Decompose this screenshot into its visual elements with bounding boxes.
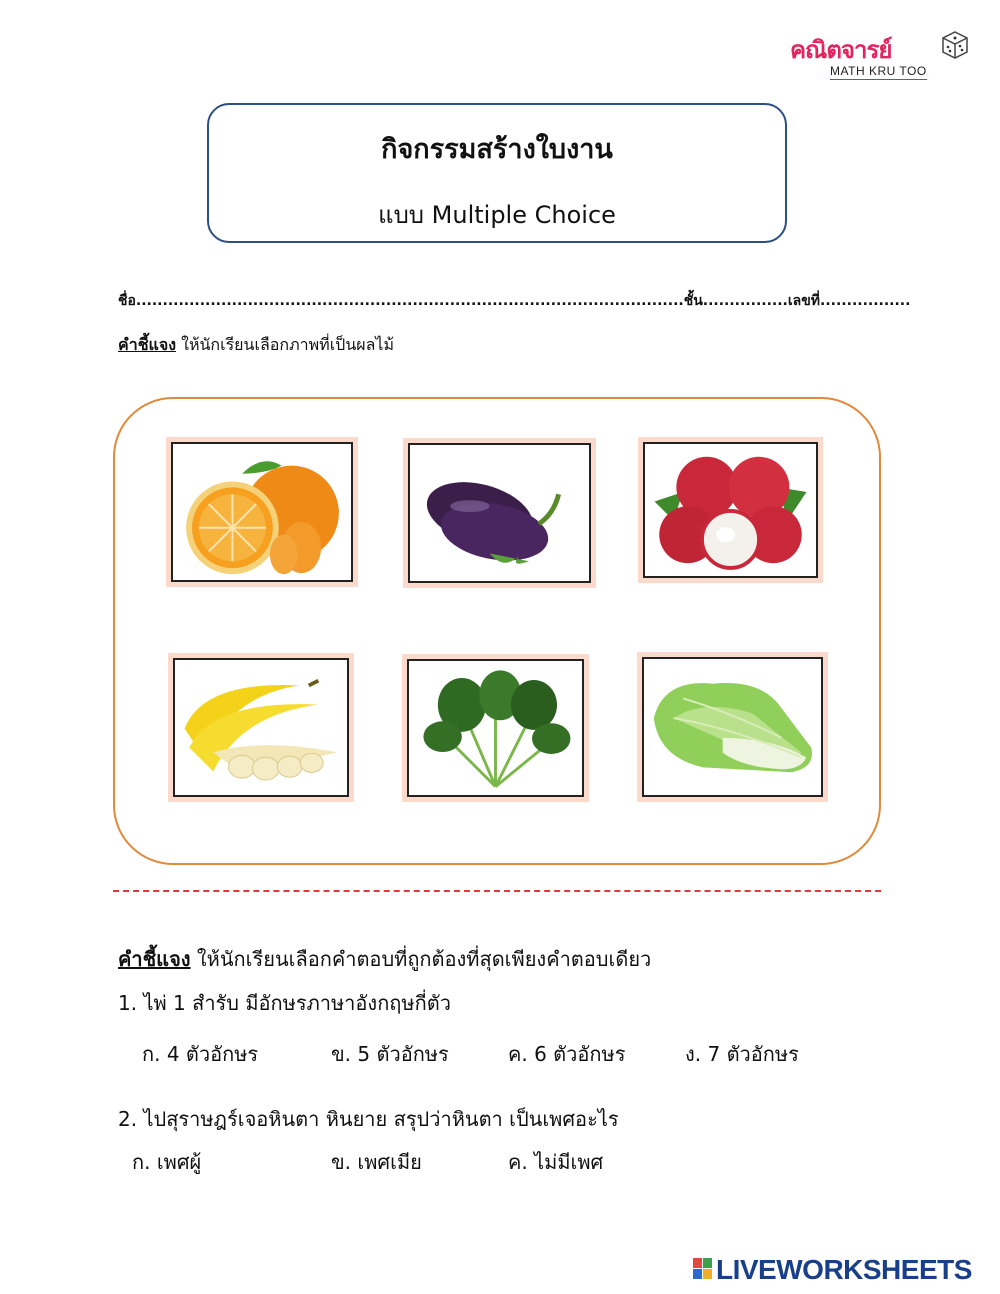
site-logo — [790, 26, 980, 86]
logo-english-text: MATH KRU TOO — [830, 64, 927, 78]
instruction-2 — [118, 943, 651, 975]
q1-option-d[interactable]: ง. 7 ตัวอักษร — [685, 1042, 799, 1066]
logo-thai-text: คณิตจารย์ — [790, 36, 892, 64]
q2-option-a[interactable]: ก. เพศผู้ — [132, 1150, 202, 1174]
picture-orange[interactable] — [166, 437, 358, 587]
picture-lychee[interactable] — [638, 437, 823, 583]
worksheet-subtitle: แบบ Multiple Choice — [378, 201, 616, 229]
lychee-image — [645, 444, 816, 576]
spinach-image — [409, 661, 582, 795]
instruction-2-label: คำชี้แจง — [118, 947, 191, 971]
q1-option-a[interactable]: ก. 4 ตัวอักษร — [142, 1042, 259, 1066]
q2-option-c[interactable]: ค. ไม่มีเพศ — [508, 1150, 604, 1174]
picture-banana[interactable] — [168, 653, 354, 802]
dice-icon — [940, 30, 970, 60]
liveworksheets-text: LIVEWORKSHEETS — [716, 1254, 972, 1285]
instruction-1 — [118, 333, 394, 358]
question-1: 1. ไพ่ 1 สำรับ มีอักษรภาษาอังกฤษกี่ตัว — [118, 991, 451, 1015]
instruction-2-text: ให้นักเรียนเลือกคำตอบที่ถูกต้องที่สุดเพียงคำตอบเดียว — [190, 947, 652, 971]
student-info-line: ชื่อ.......................................................................................................ชั้น................เลขที่................. — [118, 293, 911, 309]
title-box — [207, 103, 787, 243]
chinese-cabbage-image — [644, 659, 821, 795]
worksheet-title: กิจกรรมสร้างใบงาน — [381, 134, 613, 165]
instruction-1-label: คำชี้แจง — [118, 335, 177, 354]
section-divider — [113, 890, 881, 892]
picture-spinach[interactable] — [402, 654, 589, 802]
liveworksheets-icon — [692, 1257, 714, 1281]
instruction-1-text: ให้นักเรียนเลือกภาพที่เป็นผลไม้ — [176, 335, 395, 354]
eggplant-image — [410, 445, 589, 581]
picture-eggplant[interactable] — [403, 438, 596, 588]
banana-image — [175, 660, 347, 795]
picture-chinese-cabbage[interactable] — [637, 652, 828, 802]
question-2: 2. ไปสุราษฎร์เจอหินตา หินยาย สรุปว่าหินตา เป็นเพศอะไร — [118, 1107, 619, 1131]
orange-image — [173, 444, 351, 580]
q1-option-b[interactable]: ข. 5 ตัวอักษร — [331, 1042, 449, 1066]
q1-option-c[interactable]: ค. 6 ตัวอักษร — [508, 1042, 626, 1066]
q2-option-b[interactable]: ข. เพศเมีย — [331, 1150, 422, 1174]
